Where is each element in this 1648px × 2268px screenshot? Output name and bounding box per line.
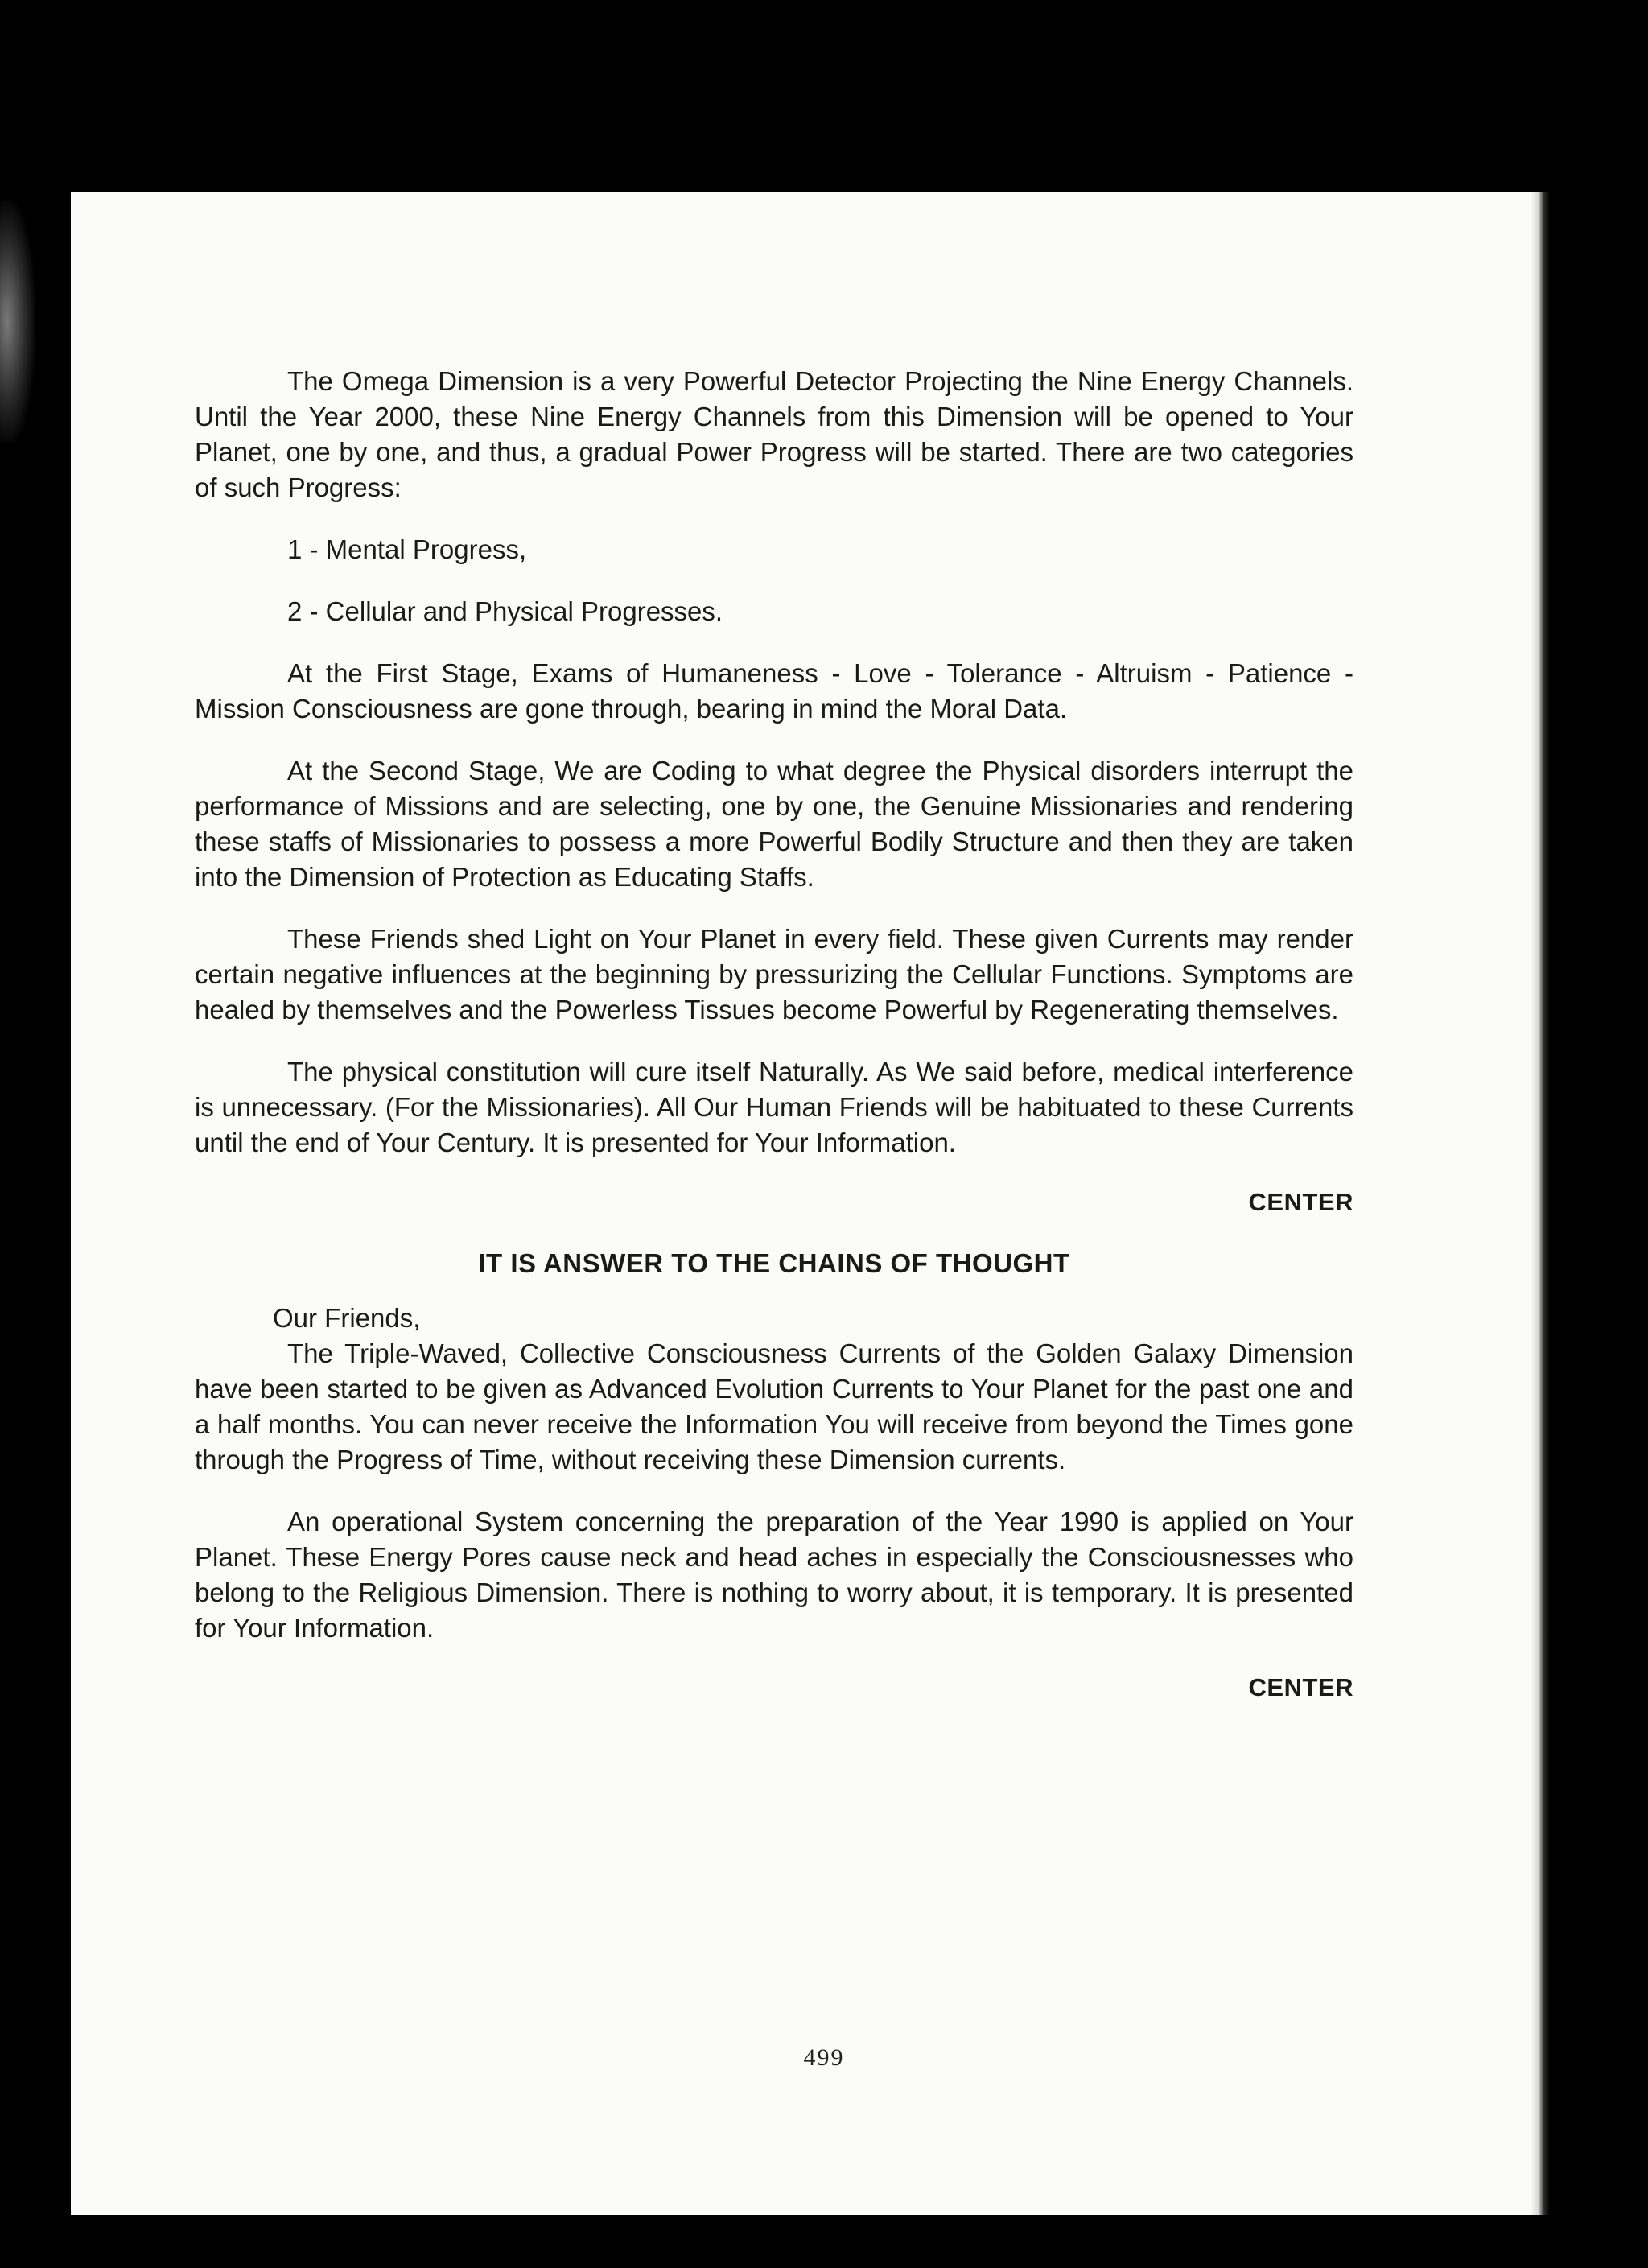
paragraph-friends-shed-light: These Friends shed Light on Your Planet in every field. These given Currents may render certain negative influences at the beginning by pressurizing the Cellular Functions. Symptoms are healed by themselves and the Powerless Tissues become Powerful by Regenerating themselves.: [195, 924, 1353, 1025]
list-item-cellular-progress: 2 - Cellular and Physical Progresses.: [287, 596, 723, 626]
paragraph-triple-waved: The Triple-Waved, Collective Consciousness Currents of the Golden Galaxy Dimension have been started to be given as Advanced Evolution Currents to Your Planet for the past one and a half months. You can never receive the Information You will receive from beyond the Times gone through the Progress of Time, without receiving these Dimension currents.: [195, 1338, 1353, 1474]
signature-center-1: CENTER: [1248, 1188, 1353, 1216]
section-heading: IT IS ANSWER TO THE CHAINS OF THOUGHT: [478, 1248, 1070, 1278]
paragraph-first-stage: At the First Stage, Exams of Humaneness - Love - Tolerance - Altruism - Patience - Mission Consciousness are gone through, bearing in mind the Moral Data.: [195, 658, 1353, 724]
page-number: 499: [803, 2044, 845, 2071]
greeting: Our Friends,: [273, 1303, 421, 1333]
scan-shadow-left: [0, 201, 35, 443]
paragraph-operational-system: An operational System concerning the preparation of the Year 1990 is applied on Your Planet. These Energy Pores cause neck and head aches in especially the Consciousnesses who belong to the Religious Dimension. There is nothing to worry about, it is temporary. It is presented for Your Information.: [195, 1507, 1353, 1643]
paragraph-omega-dimension: The Omega Dimension is a very Powerful Detector Projecting the Nine Energy Channels. Until the Year 2000, these Nine Energy Channels from this Dimension will be opened to Your Planet, one by one, and thus, a gradual Power Progress will be started. There are two categories of such Progress:: [195, 366, 1353, 502]
page-edge-right: [1531, 192, 1550, 2215]
signature-center-2: CENTER: [1248, 1673, 1353, 1701]
paragraph-second-stage: At the Second Stage, We are Coding to what degree the Physical disorders interrupt the performance of Missions and are selecting, one by one, the Genuine Missionaries and rendering these staffs of Missionaries to possess a more Powerful Bodily Structure and then they are taken into the Dimension of Protection as Educating Staffs.: [195, 756, 1353, 892]
list-item-mental-progress: 1 - Mental Progress,: [287, 534, 527, 564]
paragraph-physical-constitution: The physical constitution will cure itself Naturally. As We said before, medical interference is unnecessary. (For the Missionaries). All Our Human Friends will be habituated to these Currents until the end of Your Century. It is presented for Your Information.: [195, 1057, 1353, 1157]
page-body: [195, 364, 1353, 1705]
